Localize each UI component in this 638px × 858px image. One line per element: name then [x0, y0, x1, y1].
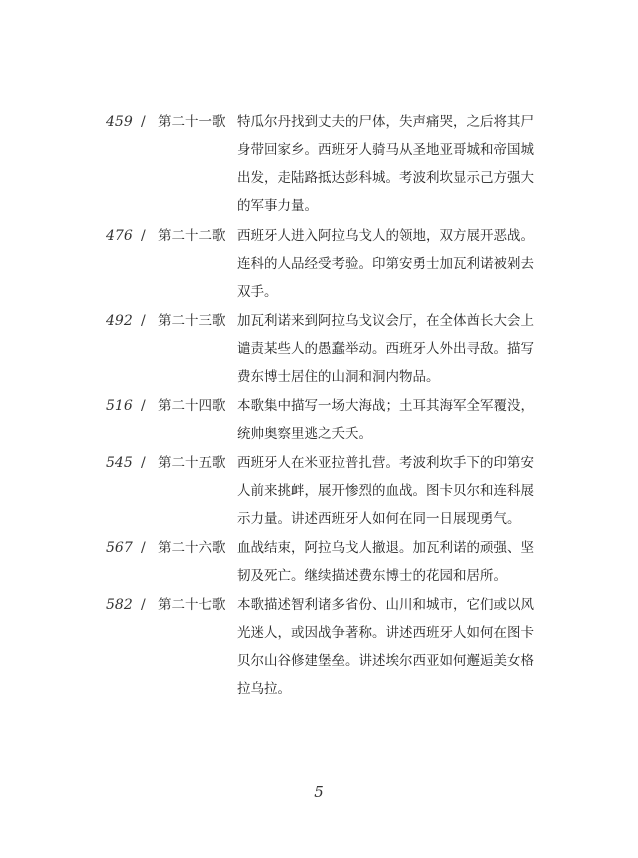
- description-line: 统帅奥察里逃之夭夭。: [237, 426, 372, 442]
- entry-page-number: 476: [106, 228, 133, 244]
- entry-page-number: 516: [106, 398, 133, 414]
- entry-canto-title: 第二十七歌: [158, 597, 226, 613]
- entry-separator: /: [141, 114, 146, 130]
- description-line: 费东博士居住的山洞和洞内物品。: [237, 369, 440, 385]
- entry-canto-title: 第二十六歌: [158, 540, 226, 556]
- entry-description: [237, 392, 567, 448]
- description-line: 西班牙人进入阿拉乌戈人的领地，双方展开恶战。: [237, 228, 534, 244]
- description-line: 的军事力量。: [237, 198, 318, 214]
- description-line: 示力量。讲述西班牙人如何在同一日展现勇气。: [237, 511, 521, 527]
- entry-canto-title: 第二十四歌: [158, 398, 226, 414]
- entry-page-number: 567: [106, 540, 133, 556]
- entry-description: [237, 307, 567, 391]
- entry-description: [237, 222, 567, 306]
- entry-separator: /: [141, 540, 146, 556]
- entry-page-number: 492: [106, 313, 133, 329]
- entry-separator: /: [141, 597, 146, 613]
- entry-page-number: 582: [106, 597, 133, 613]
- description-line: 连科的人品经受考验。印第安勇士加瓦利诺被剁去: [237, 256, 534, 272]
- entry-separator: /: [141, 228, 146, 244]
- description-line: 本歌集中描写一场大海战；土耳其海军全军覆没，: [237, 398, 534, 414]
- description-line: 光迷人，或因战争著称。讲述西班牙人如何在图卡: [237, 625, 534, 641]
- entry-separator: /: [141, 313, 146, 329]
- entry-canto-title: 第二十一歌: [158, 114, 226, 130]
- entry-canto-title: 第二十二歌: [158, 228, 226, 244]
- entry-description: [237, 591, 567, 703]
- entry-page-number: 545: [106, 455, 133, 471]
- description-line: 人前来挑衅，展开惨烈的血战。图卡贝尔和连科展: [237, 483, 534, 499]
- description-line: 出发，走陆路抵达彭科城。考波利坎显示己方强大: [237, 170, 534, 186]
- entry-separator: /: [141, 398, 146, 414]
- entry-description: [237, 449, 567, 533]
- description-line: 西班牙人在米亚拉普扎营。考波利坎手下的印第安: [237, 455, 534, 471]
- page-number: 5: [314, 783, 324, 801]
- entry-canto-title: 第二十五歌: [158, 455, 226, 471]
- description-line: 拉乌拉。: [237, 681, 291, 697]
- entry-canto-title: 第二十三歌: [158, 313, 226, 329]
- description-line: 谴责某些人的愚蠢举动。西班牙人外出寻敌。描写: [237, 341, 534, 357]
- description-line: 身带回家乡。西班牙人骑马从圣地亚哥城和帝国城: [237, 142, 534, 158]
- entry-page-number: 459: [106, 114, 133, 130]
- description-line: 贝尔山谷修建堡垒。讲述埃尔西亚如何邂逅美女格: [237, 653, 534, 669]
- description-line: 双手。: [237, 284, 278, 300]
- entry-description: [237, 534, 567, 590]
- description-line: 加瓦利诺来到阿拉乌戈议会厅，在全体酋长大会上: [237, 313, 534, 329]
- description-line: 韧及死亡。继续描述费东博士的花园和居所。: [237, 568, 507, 584]
- entry-description: [237, 108, 567, 220]
- description-line: 本歌描述智利诸多省份、山川和城市，它们或以风: [237, 597, 534, 613]
- description-line: 血战结束，阿拉乌戈人撤退。加瓦利诺的顽强、坚: [237, 540, 534, 556]
- entry-separator: /: [141, 455, 146, 471]
- description-line: 特瓜尔丹找到丈夫的尸体，失声痛哭，之后将其尸: [237, 114, 534, 130]
